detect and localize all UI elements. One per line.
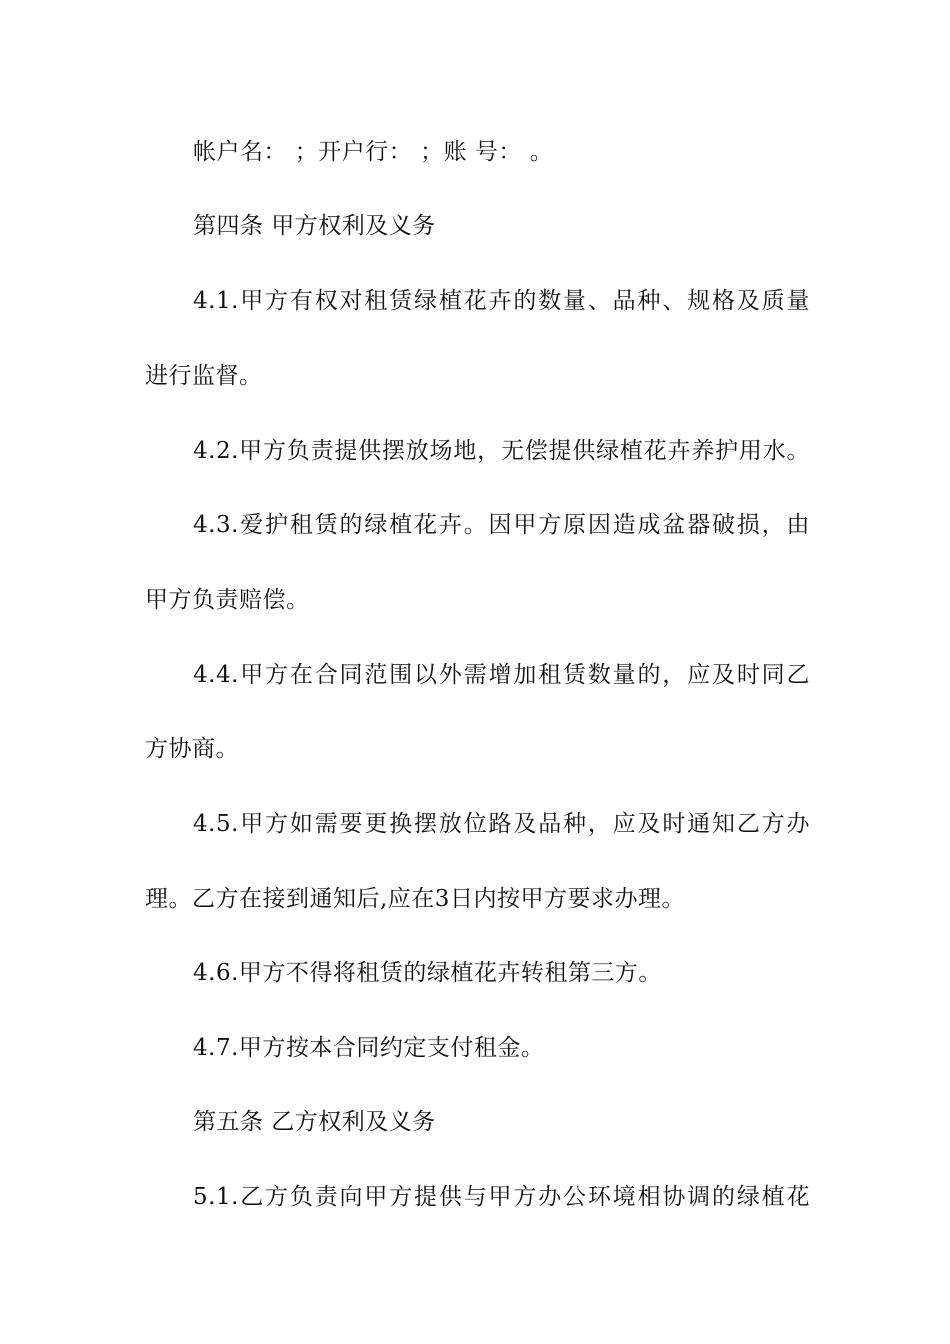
clause-5-1-line-1: 5.1.乙方负责向甲方提供与甲方办公环境相协调的绿植花: [193, 1184, 810, 1210]
clause-4-2: 4.2.甲方负责提供摆放场地，无偿提供绿植花卉养护用水。: [193, 438, 810, 464]
clause-4-4-line-1: 4.4.甲方在合同范围以外需增加租赁数量的，应及时同乙: [193, 662, 810, 688]
account-info-line: 帐户名： ；开户行： ；账 号： 。: [193, 139, 554, 165]
clause-4-3-line-1: 4.3.爱护租赁的绿植花卉。因甲方原因造成盆器破损，由: [193, 512, 810, 538]
article-4-heading: 第四条 甲方权利及义务: [193, 213, 436, 239]
clause-4-1-line-2: 进行监督。: [145, 363, 263, 389]
clause-4-5-line-1: 4.5.甲方如需要更换摆放位路及品种，应及时通知乙方办: [193, 811, 810, 837]
clause-4-3-line-2: 甲方负责赔偿。: [145, 587, 310, 613]
clause-4-1-line-1: 4.1.甲方有权对租赁绿植花卉的数量、品种、规格及质量: [193, 288, 810, 314]
clause-4-7: 4.7.甲方按本合同约定支付租金。: [193, 1035, 545, 1061]
clause-4-5-line-2: 理。乙方在接到通知后,应在3日内按甲方要求办理。: [145, 886, 685, 912]
clause-4-6: 4.6.甲方不得将租赁的绿植花卉转租第三方。: [193, 960, 662, 986]
clause-4-4-line-2: 方协商。: [145, 736, 239, 762]
article-5-heading: 第五条 乙方权利及义务: [193, 1109, 436, 1135]
